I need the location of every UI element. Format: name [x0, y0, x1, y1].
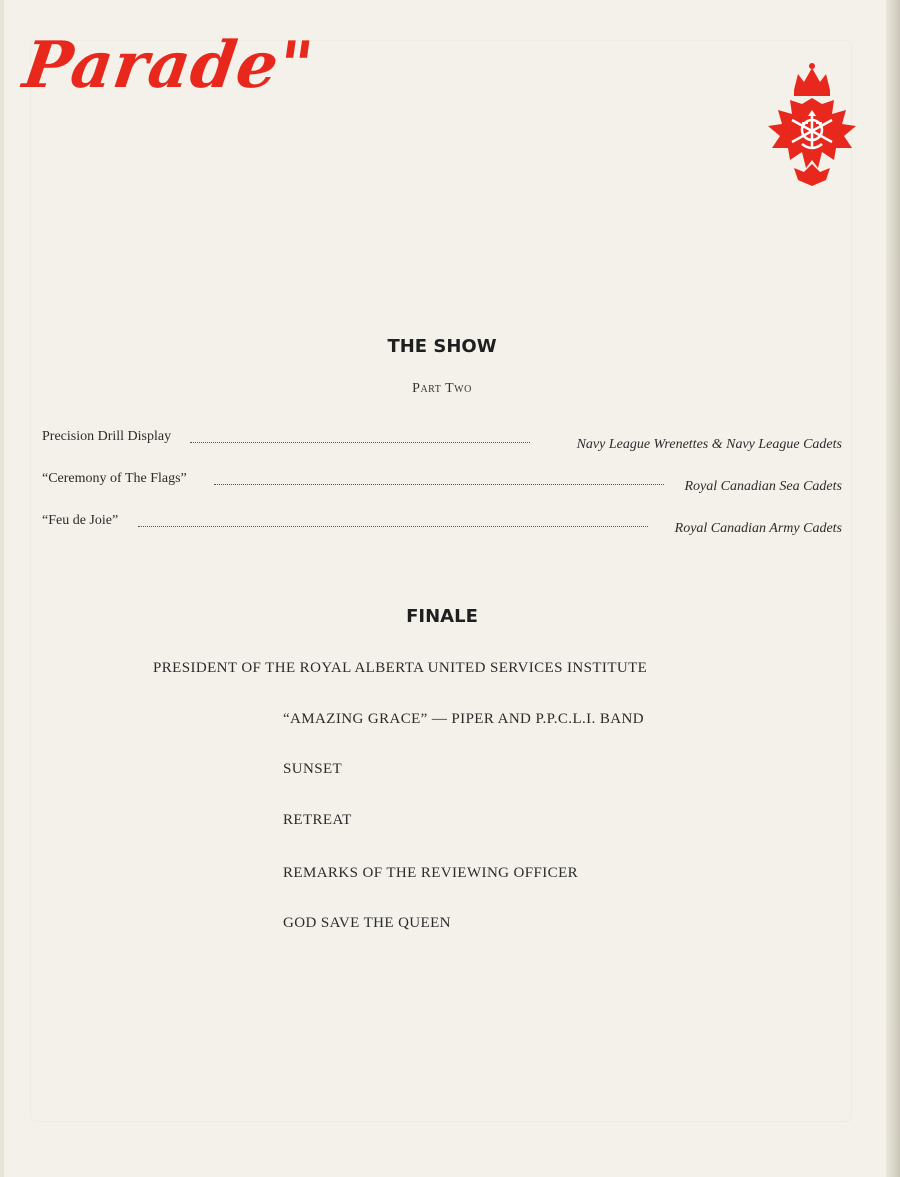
finale-item: “AMAZING GRACE” — PIPER AND P.P.C.L.I. BAND	[283, 711, 644, 727]
show-title: THE SHOW	[387, 336, 497, 357]
act-name: “Ceremony of The Flags”	[42, 471, 187, 486]
finale-item: GOD SAVE THE QUEEN	[283, 915, 451, 931]
page-left-edge	[0, 0, 4, 1177]
page-bleed-through	[30, 40, 852, 1122]
dot-leader	[190, 442, 530, 443]
performer-name: Royal Canadian Army Cadets	[674, 521, 842, 536]
program-row	[42, 513, 842, 537]
finale-item: RETREAT	[283, 812, 352, 828]
parade-logo: Parade"	[18, 28, 319, 103]
finale-item: REMARKS OF THE REVIEWING OFFICER	[283, 865, 579, 881]
canadian-forces-crest-icon	[764, 60, 860, 188]
act-name: Precision Drill Display	[42, 429, 172, 444]
program-row	[42, 429, 842, 453]
dot-leader	[138, 526, 648, 527]
performer-name: Royal Canadian Sea Cadets	[684, 479, 842, 494]
finale-title: FINALE	[406, 606, 478, 627]
finale-item: PRESIDENT OF THE ROYAL ALBERTA UNITED SERVICES INSTITUTE	[153, 660, 648, 676]
page-right-edge	[886, 0, 900, 1177]
program-row	[42, 471, 842, 495]
show-part: Part Two	[412, 381, 472, 396]
performer-name: Navy League Wrenettes & Navy League Cadets	[576, 437, 842, 452]
dot-leader	[214, 484, 664, 485]
finale-item: SUNSET	[283, 761, 343, 777]
act-name: “Feu de Joie”	[42, 513, 119, 528]
